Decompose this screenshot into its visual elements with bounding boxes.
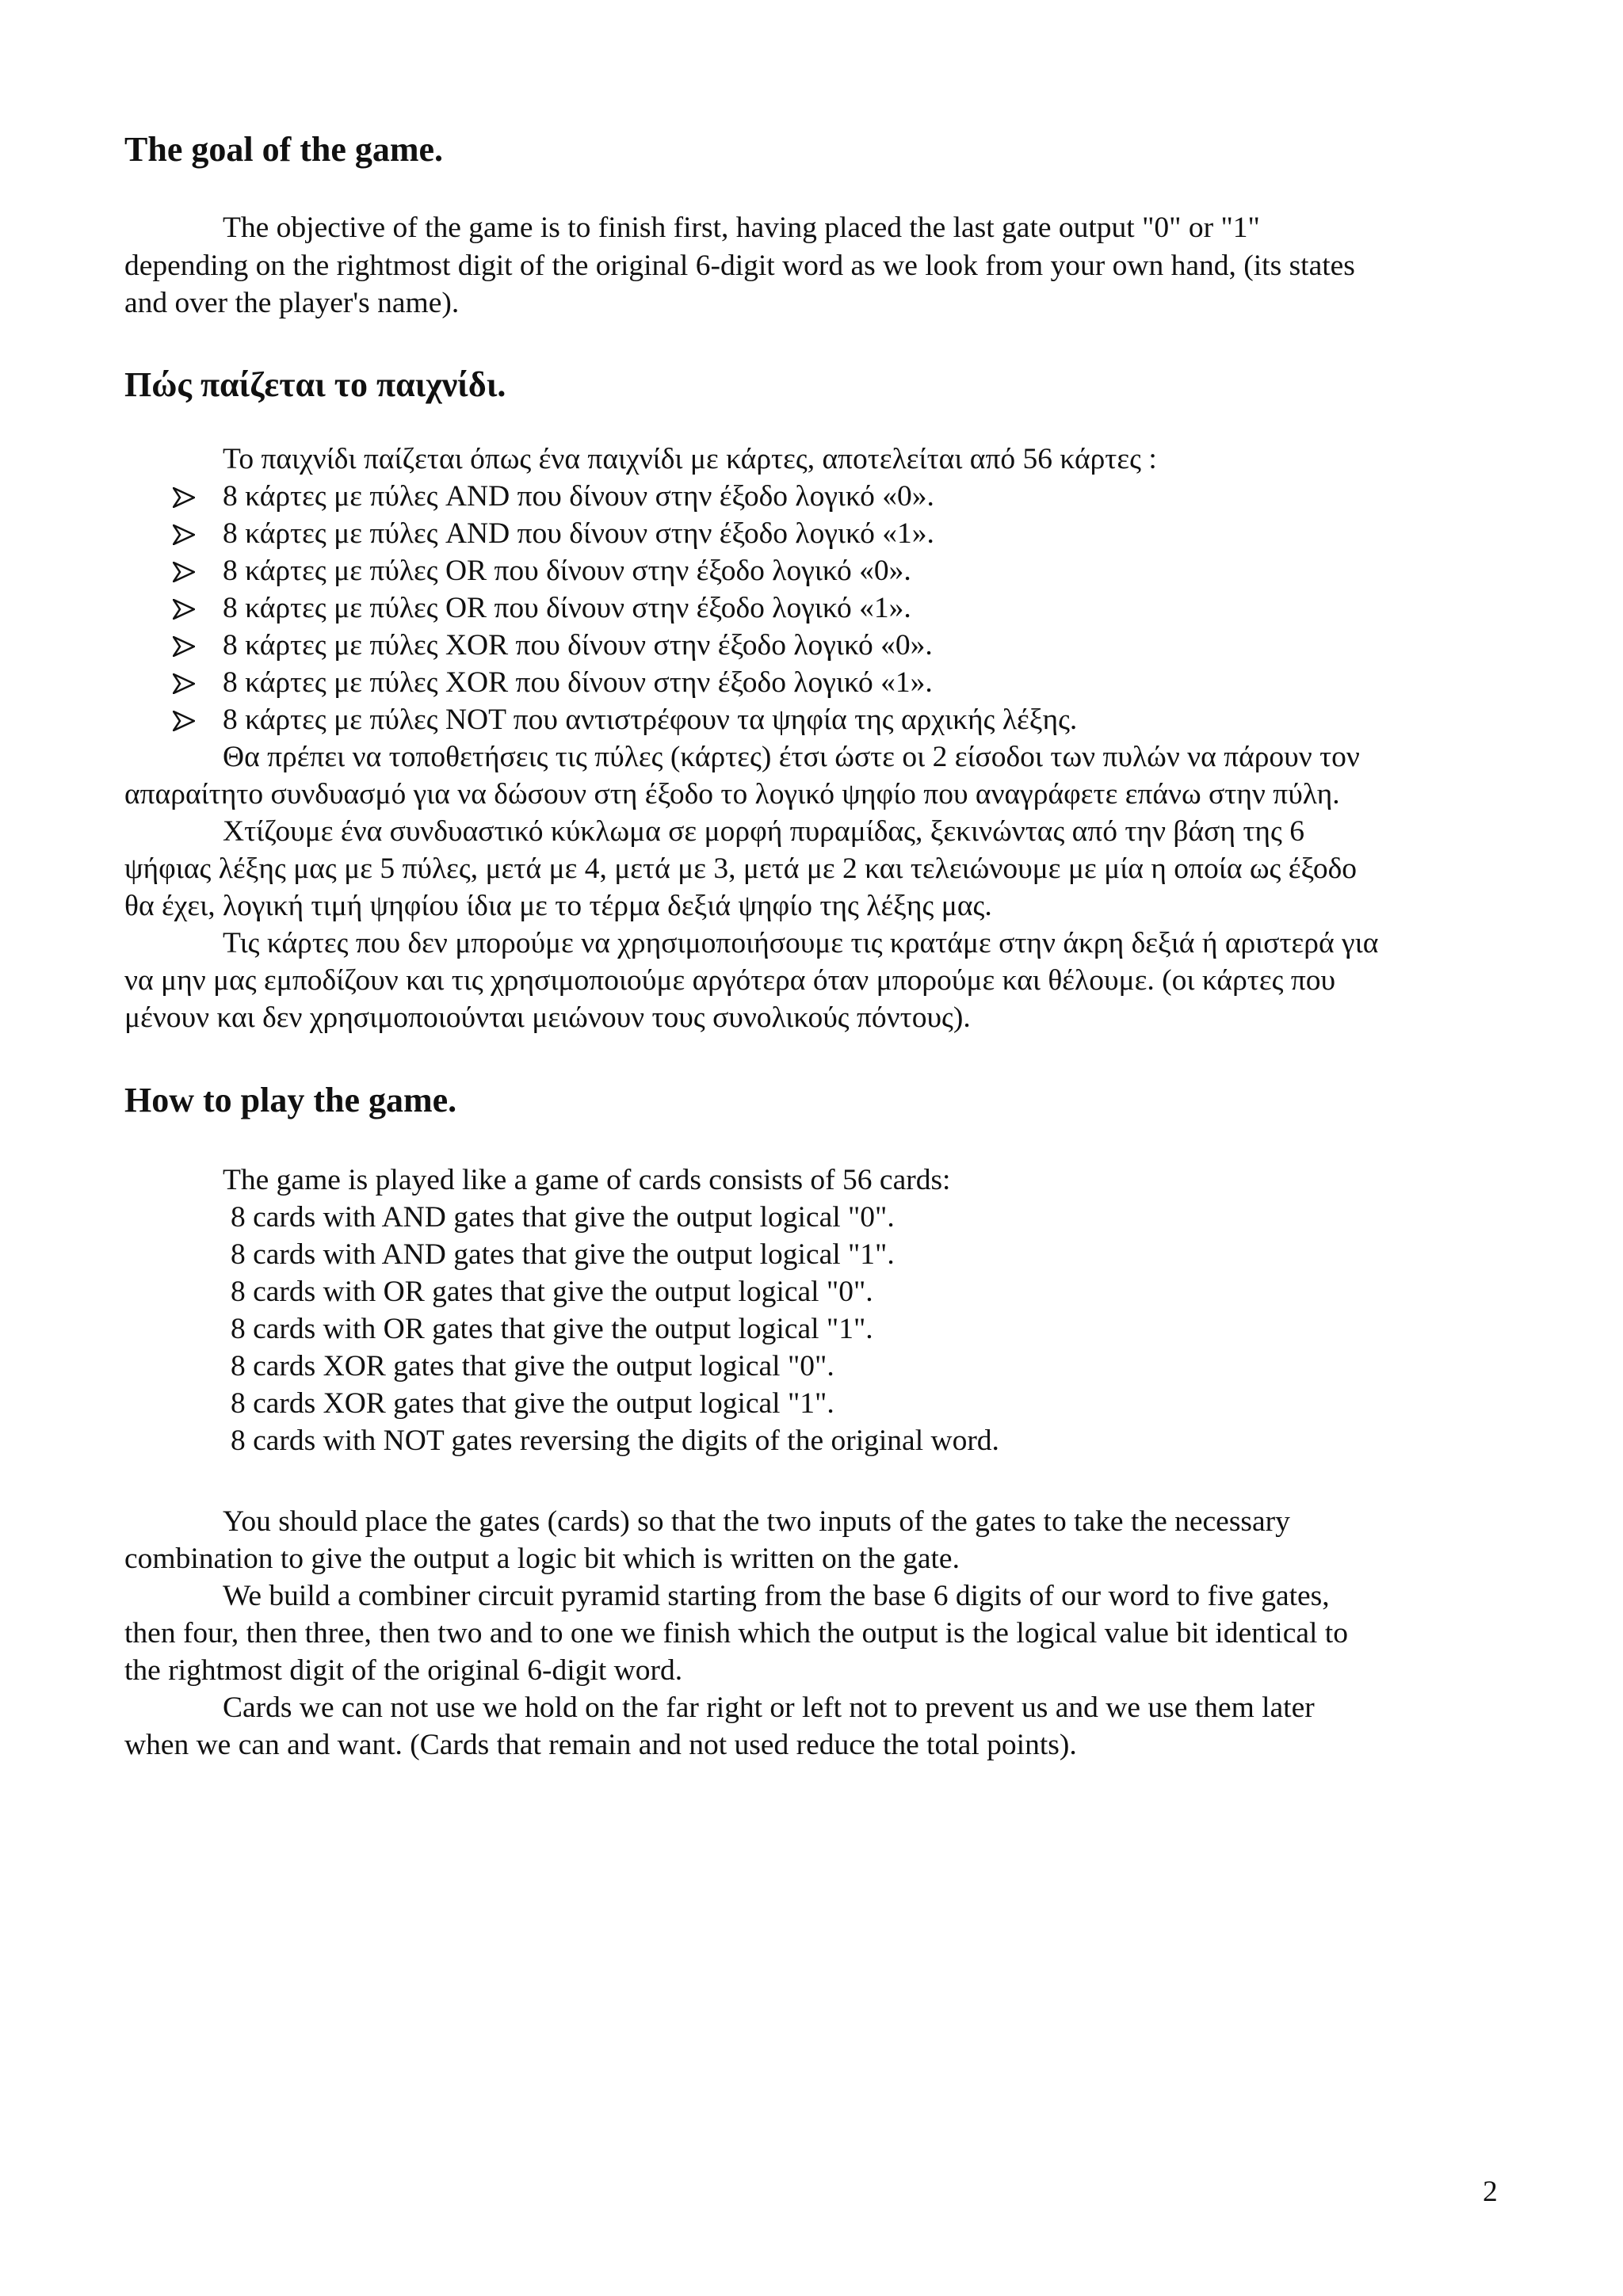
greek-bullet-text: 8 κάρτες με πύλες OR που δίνουν στην έξοδο λογικό «1».	[223, 592, 911, 624]
arrowhead-bullet-icon	[173, 711, 195, 731]
english-paragraph-line: when we can and want. (Cards that remain and not used reduce the total points).	[124, 1729, 1077, 1761]
greek-paragraph-line: Χτίζουμε ένα συνδυαστικό κύκλωμα σε μορφή πυραμίδας, ξεκινώντας από την βάση της 6	[223, 815, 1304, 848]
english-card-item: 8 cards XOR gates that give the output logical "1".	[231, 1387, 834, 1420]
greek-paragraph-line: μένουν και δεν χρησιμοποιούνται μειώνουν τους συνολικούς πόντους).	[124, 1001, 971, 1034]
english-card-item: 8 cards with NOT gates reversing the digits of the original word.	[231, 1425, 999, 1457]
greek-paragraph-line: Θα πρέπει να τοποθετήσεις τις πύλες (κάρτες) έτσι ώστε οι 2 είσοδοι των πυλών να πάρουν τον	[223, 741, 1360, 773]
greek-bullet-text: 8 κάρτες με πύλες OR που δίνουν στην έξοδο λογικό «0».	[223, 555, 911, 587]
english-paragraph-line: You should place the gates (cards) so that the two inputs of the gates to take the necessary	[223, 1505, 1290, 1538]
english-paragraph-line: then four, then three, then two and to one we finish which the output is the logical value bit identical to	[124, 1617, 1348, 1650]
greek-bullet-text: 8 κάρτες με πύλες AND που δίνουν στην έξοδο λογικό «1».	[223, 517, 934, 550]
english-card-item: 8 cards with OR gates that give the output logical "0".	[231, 1276, 873, 1308]
arrowhead-bullet-icon	[173, 524, 195, 545]
english-paragraph-line: We build a combiner circuit pyramid starting from the base 6 digits of our word to five gates,	[223, 1580, 1330, 1612]
greek-paragraph-line: να μην μας εμποδίζουν και τις χρησιμοποιούμε αργότερα όταν μπορούμε και θέλουμε. (οι κάρτες που	[124, 964, 1336, 997]
greek-paragraph-line: Τις κάρτες που δεν μπορούμε να χρησιμοποιήσουμε τις κρατάμε στην άκρη δεξιά ή αριστερά για	[223, 927, 1379, 959]
greek-paragraph-line: θα έχει, λογική τιμή ψηφίου ίδια με το τέρμα δεξιά ψηφίο της λέξης μας.	[124, 890, 992, 922]
greek-paragraph-line: ψήφιας λέξης μας με 5 πύλες, μετά με 4, μετά με 3, μετά με 2 και τελειώνουμε με μία η οποία ως έξοδο	[124, 852, 1357, 885]
greek-heading: Πώς παίζεται το παιχνίδι.	[124, 365, 506, 404]
english-card-item: 8 cards XOR gates that give the output logical "0".	[231, 1350, 834, 1383]
arrowhead-bullet-icon	[173, 673, 195, 694]
greek-bullet-text: 8 κάρτες με πύλες XOR που δίνουν στην έξοδο λογικό «0».	[223, 629, 933, 662]
arrowhead-bullet-icon	[173, 599, 195, 620]
greek-intro: Το παιχνίδι παίζεται όπως ένα παιχνίδι με κάρτες, αποτελείται από 56 κάρτες :	[223, 443, 1157, 475]
english-card-item: 8 cards with OR gates that give the output logical "1".	[231, 1313, 873, 1345]
goal-line: The objective of the game is to finish first, having placed the last gate output "0" or "1"	[223, 212, 1260, 244]
arrowhead-bullet-icon	[173, 636, 195, 657]
english-paragraph-line: Cards we can not use we hold on the far right or left not to prevent us and we use them later	[223, 1691, 1315, 1724]
english-paragraph-line: the rightmost digit of the original 6-digit word.	[124, 1654, 683, 1687]
greek-bullet-text: 8 κάρτες με πύλες XOR που δίνουν στην έξοδο λογικό «1».	[223, 666, 933, 699]
goal-line: and over the player's name).	[124, 287, 460, 319]
greek-bullet-text: 8 κάρτες με πύλες NOT που αντιστρέφουν τα ψηφία της αρχικής λέξης.	[223, 704, 1078, 736]
page-number: 2	[1483, 2176, 1498, 2208]
english-intro: The game is played like a game of cards consists of 56 cards:	[223, 1164, 951, 1196]
arrowhead-bullet-icon	[173, 562, 195, 582]
goal-heading: The goal of the game.	[124, 130, 444, 169]
greek-bullet-text: 8 κάρτες με πύλες AND που δίνουν στην έξοδο λογικό «0».	[223, 480, 934, 513]
greek-paragraph-line: απαραίτητο συνδυασμό για να δώσουν στη έξοδο το λογικό ψηφίο που αναγράφετε επάνω στην πύλη.	[124, 778, 1340, 810]
english-paragraph-line: combination to give the output a logic bit which is written on the gate.	[124, 1543, 960, 1575]
english-card-item: 8 cards with AND gates that give the output logical "0".	[231, 1201, 895, 1234]
english-card-item: 8 cards with AND gates that give the output logical "1".	[231, 1238, 895, 1271]
arrowhead-bullet-icon	[173, 487, 195, 508]
goal-line: depending on the rightmost digit of the original 6-digit word as we look from your own hand, (its states	[124, 250, 1355, 282]
english-heading: How to play the game.	[124, 1081, 457, 1119]
